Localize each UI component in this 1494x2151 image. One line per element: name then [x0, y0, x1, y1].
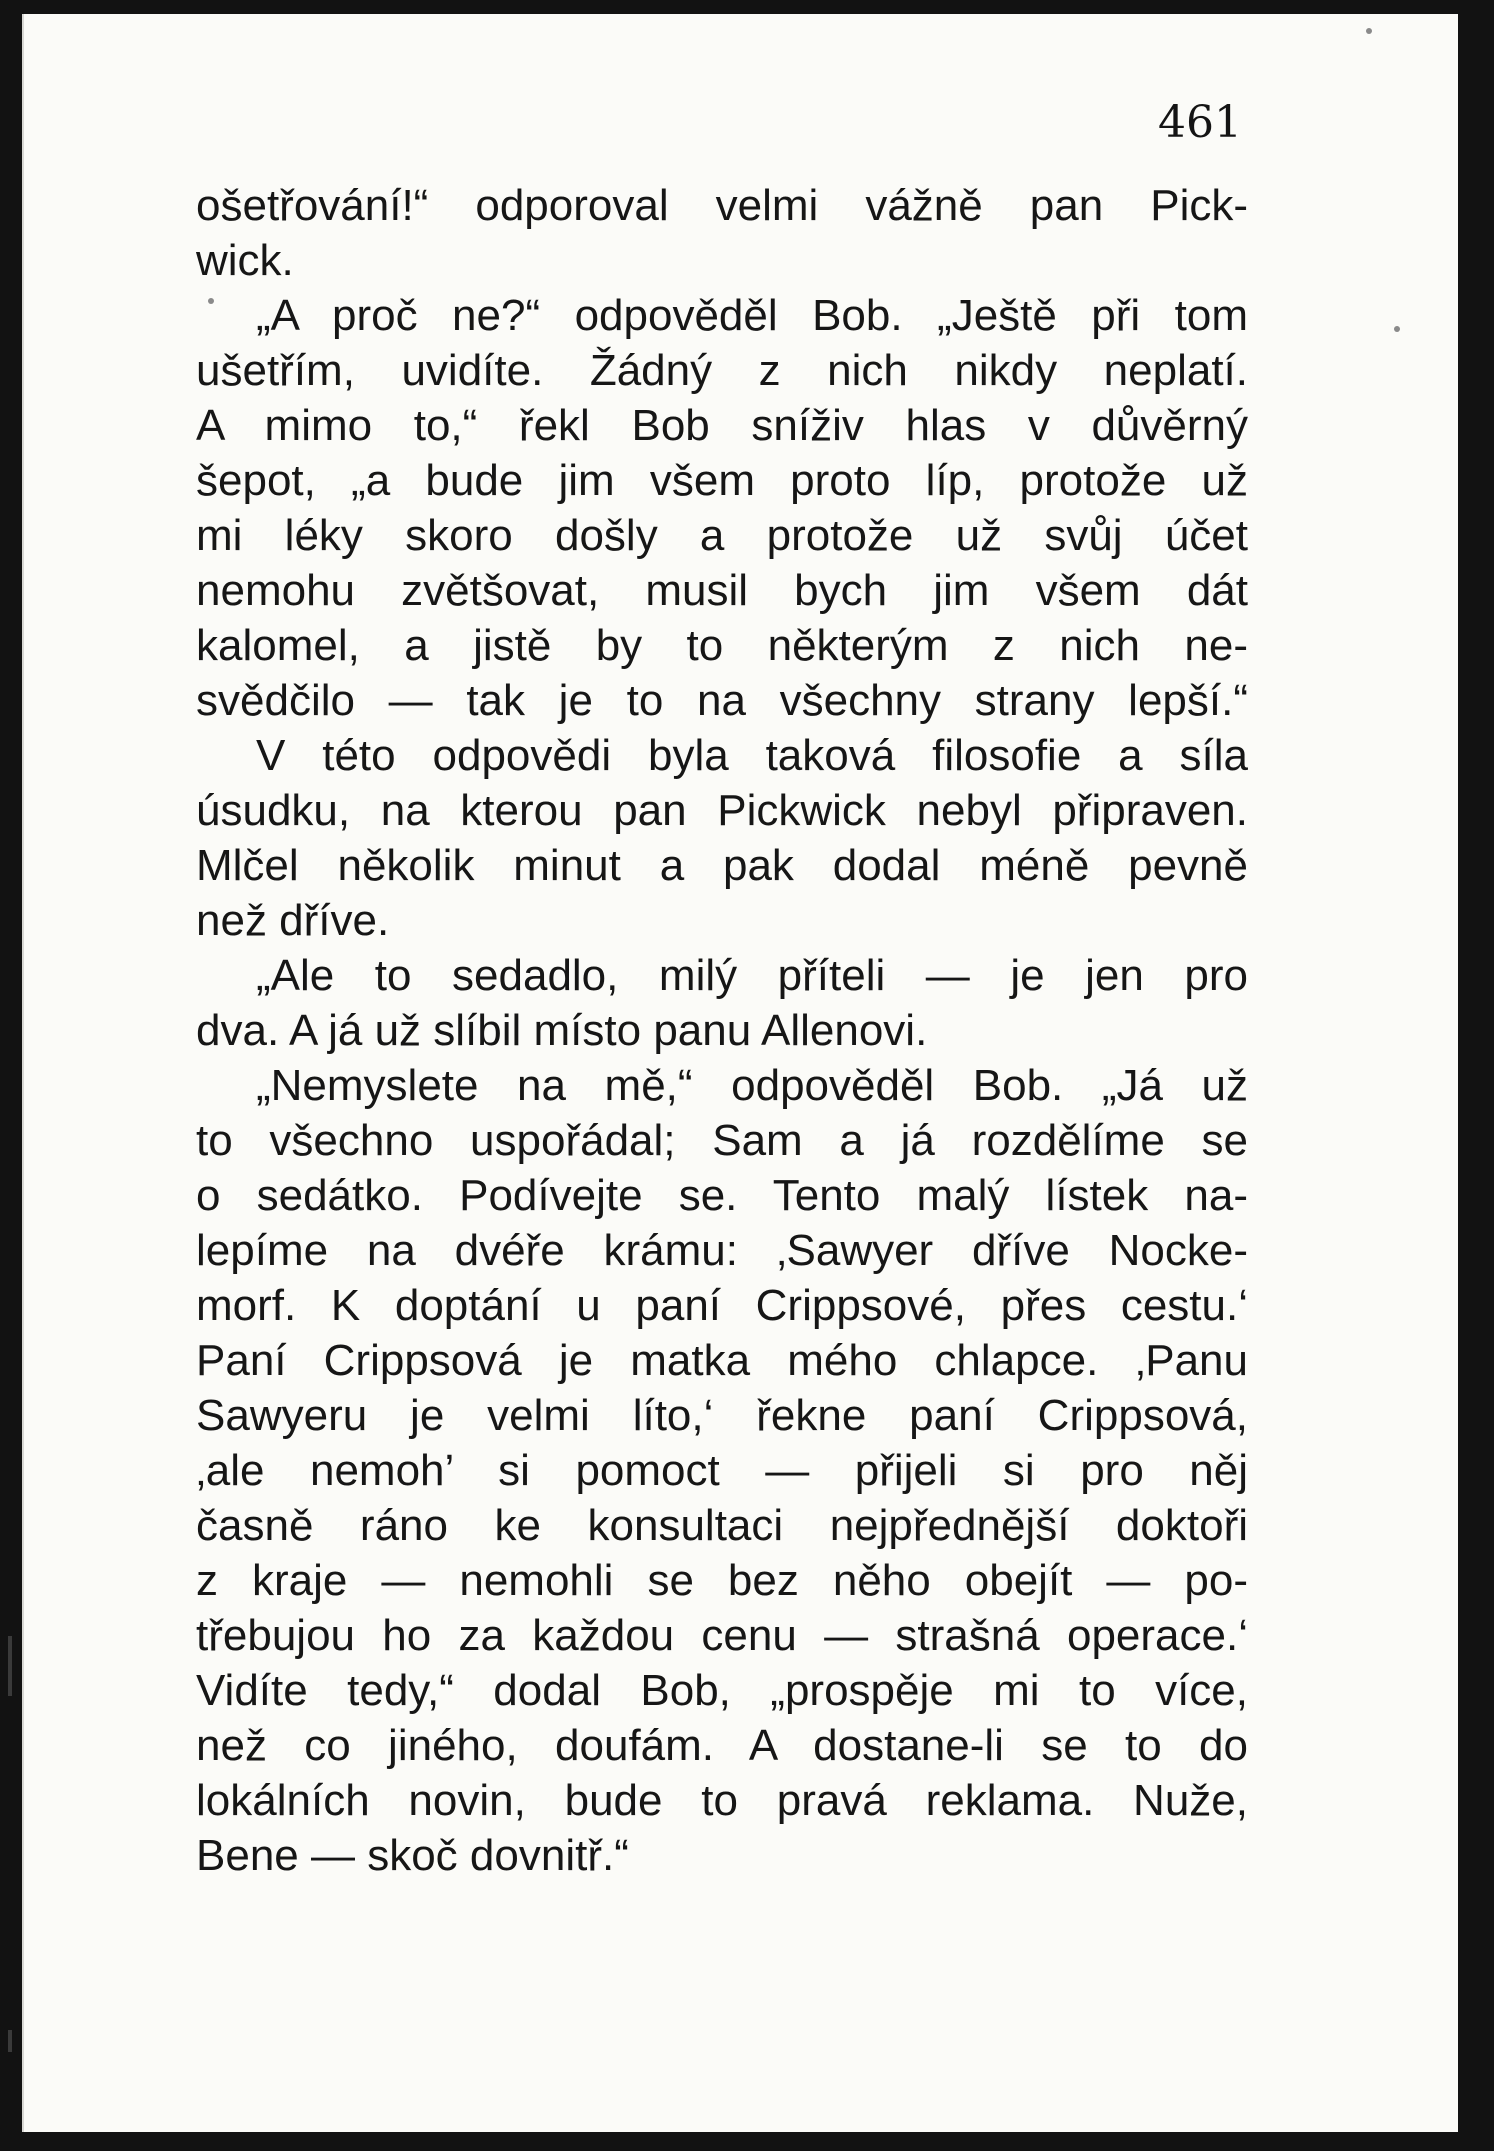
- scan-speck: [1394, 326, 1400, 332]
- text-line: svědčilo — tak je to na všechny strany lepší.“: [196, 676, 1248, 725]
- binding-edge-mark: [8, 1636, 12, 1696]
- text-line: časně ráno ke konsultaci nejpřednější doktoři: [196, 1501, 1248, 1550]
- text-line: Bene — skoč dovnitř.“: [196, 1831, 629, 1880]
- text-line: to všechno uspořádal; Sam a já rozdělíme se: [196, 1116, 1248, 1165]
- text-line: morf. K doptání u paní Crippsové, přes cestu.‘: [196, 1281, 1248, 1330]
- text-line: Sawyeru je velmi líto,‘ řekne paní Crippsová,: [196, 1391, 1248, 1440]
- text-line: šepot, „a bude jim všem proto líp, protože už: [196, 456, 1248, 505]
- binding-edge-mark: [8, 2030, 12, 2052]
- text-line: lepíme na dvéře krámu: ‚Sawyer dříve Nocke-: [196, 1226, 1248, 1275]
- text-line: „Ale to sedadlo, milý příteli — je jen pro: [256, 951, 1248, 1000]
- text-line: wick.: [196, 236, 294, 285]
- text-line: ‚ale nemoh’ si pomoct — přijeli si pro něj: [196, 1446, 1248, 1495]
- text-line: dva. A já už slíbil místo panu Allenovi.: [196, 1006, 928, 1055]
- text-line: Mlčel několik minut a pak dodal méně pevně: [196, 841, 1248, 890]
- text-line: „A proč ne?“ odpověděl Bob. „Ještě při tom: [256, 291, 1248, 340]
- text-line: třebujou ho za každou cenu — strašná operace.‘: [196, 1611, 1248, 1660]
- text-line: než co jiného, doufám. A dostane-li se to do: [196, 1721, 1248, 1770]
- text-line: Vidíte tedy,“ dodal Bob, „prospěje mi to více,: [196, 1666, 1248, 1715]
- text-line: lokálních novin, bude to pravá reklama. Nuže,: [196, 1776, 1248, 1825]
- text-line: A mimo to,“ řekl Bob sníživ hlas v důvěrný: [196, 401, 1248, 450]
- text-line: V této odpovědi byla taková filosofie a síla: [256, 731, 1248, 780]
- page-number: 461: [1158, 97, 1242, 148]
- text-line: ošetřování!“ odporoval velmi vážně pan Pick-: [196, 181, 1248, 230]
- text-line: „Nemyslete na mě,“ odpověděl Bob. „Já už: [256, 1061, 1248, 1110]
- text-line: ušetřím, uvidíte. Žádný z nich nikdy neplatí.: [196, 346, 1248, 395]
- text-line: Paní Crippsová je matka mého chlapce. ‚Panu: [196, 1336, 1248, 1385]
- scan-speck: [1366, 28, 1372, 34]
- text-line: úsudku, na kterou pan Pickwick nebyl připraven.: [196, 786, 1248, 835]
- text-line: mi léky skoro došly a protože už svůj účet: [196, 511, 1248, 560]
- text-line: o sedátko. Podívejte se. Tento malý lístek na-: [196, 1171, 1248, 1220]
- text-line: nemohu zvětšovat, musil bych jim všem dát: [196, 566, 1248, 615]
- text-line: kalomel, a jistě by to některým z nich ne-: [196, 621, 1248, 670]
- text-line: než dříve.: [196, 896, 390, 945]
- body-text: [196, 178, 1248, 1883]
- text-line: z kraje — nemohli se bez něho obejít — po-: [196, 1556, 1248, 1605]
